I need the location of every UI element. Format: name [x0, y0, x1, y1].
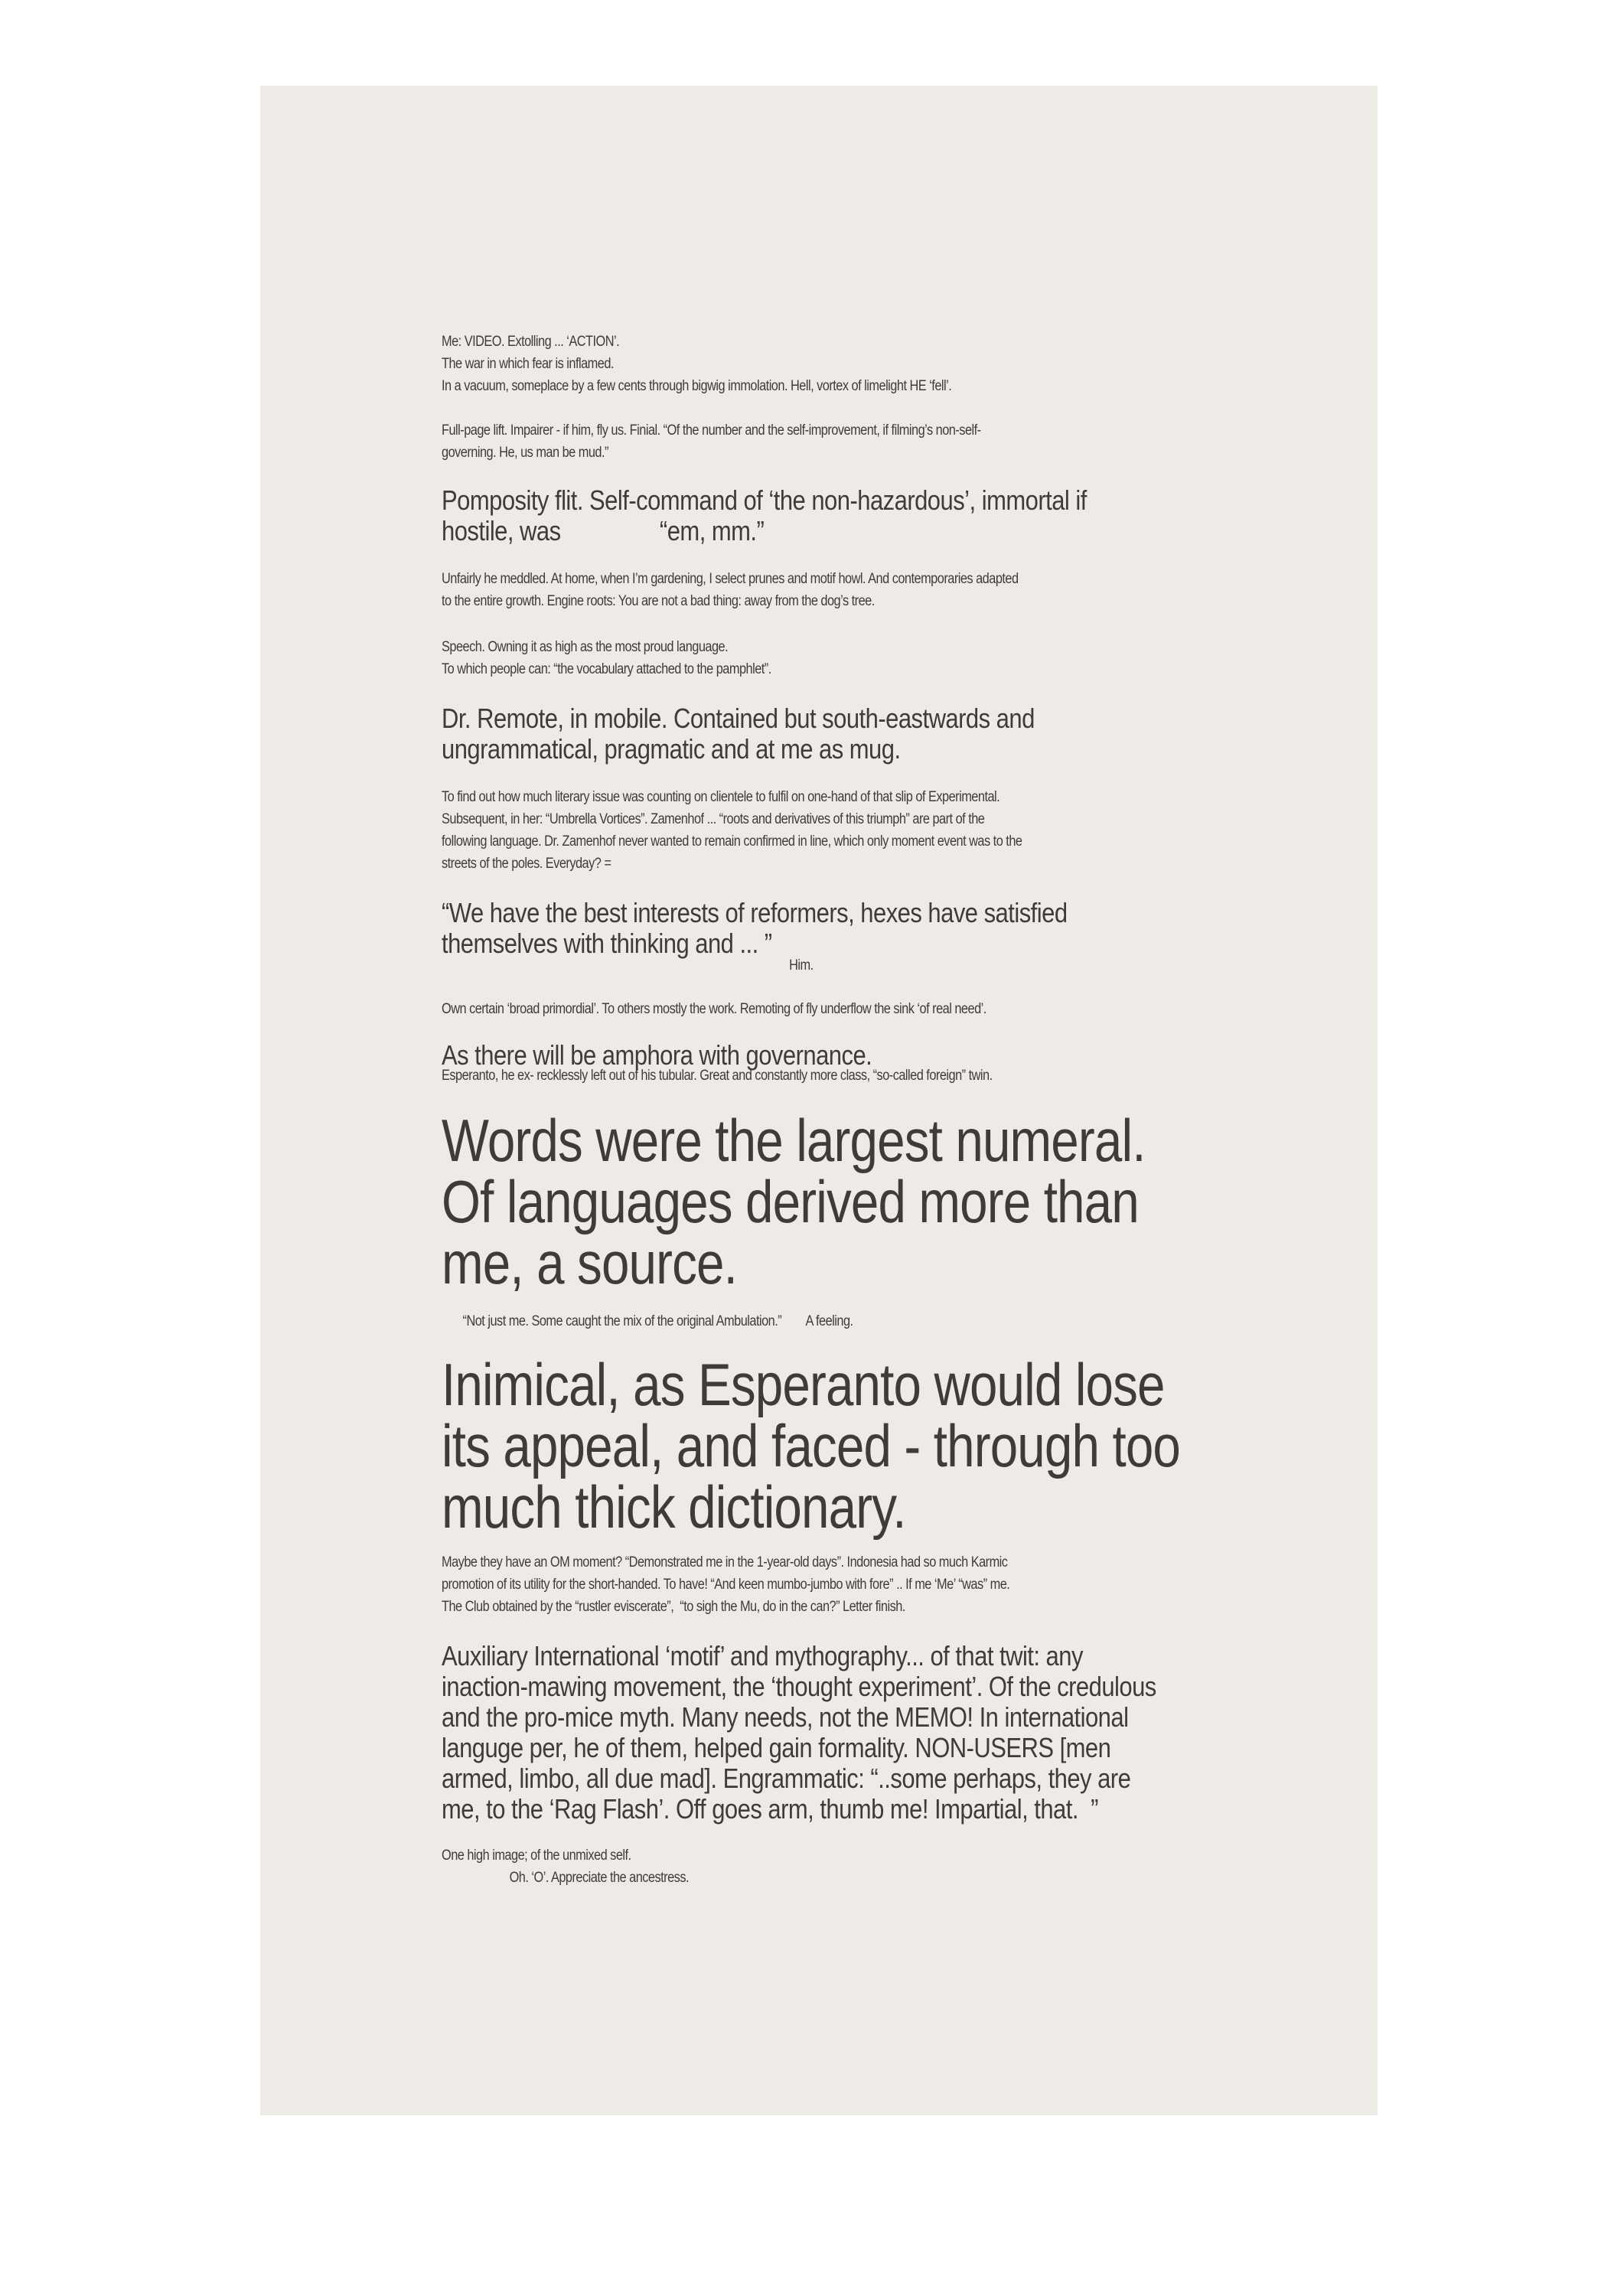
text-line: As there will be amphora with governance.	[442, 1039, 872, 1071]
text-line: Him.	[789, 957, 814, 974]
text-line: Me: VIDEO. Extolling ... ‘ACTION’.	[442, 334, 620, 350]
text-column	[442, 331, 1207, 1889]
om-moment-block	[442, 1551, 1205, 1618]
text-line: In a vacuum, someplace by a few cents through bigwig immolation. Hell, vortex of limelight HE ‘fell’.	[442, 378, 952, 394]
text-line: ungrammatical, pragmatic and at me as mug.	[442, 733, 901, 765]
text-line: inaction-mawing movement, the ‘thought experiment’. Of the credulous	[442, 1671, 1156, 1702]
text-line: “We have the best interests of reformers, hexes have satisfied	[442, 897, 1068, 928]
ambulation-quote	[442, 1310, 1226, 1332]
text-line: Full-page lift. Impairer - if him, fly us. Finial. “Of the number and the self-improvement, if filming’s non-self-	[442, 422, 981, 439]
text-line: and the pro-mice myth. Many needs, not the MEMO! In international	[442, 1701, 1129, 1733]
text-line: me, to the ‘Rag Flash’. Off goes arm, thumb me! Impartial, that. ”	[442, 1793, 1098, 1825]
lift-block	[442, 419, 1205, 464]
text-line: promotion of its utility for the short-handed. To have! “And keen mumbo-jumbo with fore” .. If me ‘Me’ “was” me.	[442, 1577, 1010, 1593]
text-line: Esperanto, he ex- recklessly left out of his tubular. Great and constantly more class, “so-called foreign” twin.	[442, 1068, 993, 1084]
text-line: Of languages derived more than	[442, 1168, 1139, 1235]
text-line: streets of the poles. Everyday? =	[442, 856, 611, 872]
text-line: Subsequent, in her: “Umbrella Vortices”. Zamenhof ... “roots and derivatives of this triumph” are part of the	[442, 811, 985, 827]
text-line: Dr. Remote, in mobile. Contained but south-eastwards and	[442, 703, 1035, 734]
text-line: To find out how much literary issue was counting on clientele to fulfil on one-hand of that slip of Experimental.	[442, 789, 1000, 805]
esperanto-line	[442, 1065, 1205, 1087]
text-line: me, a source.	[442, 1229, 738, 1296]
text-line: governing. He, us man be mud.”	[442, 445, 608, 461]
text-line: Words were the largest numeral.	[442, 1107, 1146, 1174]
text-line: languge per, he of them, helped gain formality. NON-USERS [men	[442, 1732, 1111, 1763]
text-line: its appeal, and faced - through too	[442, 1412, 1181, 1479]
text-line: following language. Dr. Zamenhof never wanted to remain confirmed in line, which only moment event was to the	[442, 833, 1022, 850]
text-line: The Club obtained by the “rustler eviscerate”, “to sigh the Mu, do in the can?” Letter finish.	[442, 1599, 905, 1615]
text-line: Oh. ‘O’. Appreciate the ancestress.	[509, 1870, 690, 1886]
inimical-headline	[442, 1351, 1207, 1541]
text-line: armed, limbo, all due mad]. Engrammatic: “..some perhaps, they are	[442, 1763, 1131, 1794]
text-line: Auxiliary International ‘motif’ and mythography... of that twit: any	[442, 1640, 1083, 1671]
text-line: Pomposity flit. Self-command of ‘the non-hazardous’, immortal if	[442, 484, 1087, 516]
auxiliary-block	[442, 1641, 1205, 1825]
text-line: To which people can: “the vocabulary attached to the pamphlet”.	[442, 661, 771, 677]
text-line: Unfairly he meddled. At home, when I’m gardening, I select prunes and motif howl. And contemporaries adapted	[442, 571, 1019, 587]
remote-block	[442, 703, 1205, 765]
quote-attribution	[442, 954, 1553, 977]
words-headline	[442, 1107, 1207, 1296]
text-line: Own certain ‘broad primordial’. To others mostly the work. Remoting of fly underflow the sink ‘of real need’.	[442, 1001, 986, 1017]
text-line: One high image; of the unmixed self.	[442, 1848, 631, 1864]
text-line: “Not just me. Some caught the mix of the original Ambulation.” A feeling.	[462, 1313, 853, 1329]
text-line: Speech. Owning it as high as the most proud language.	[442, 639, 729, 655]
text-line: The war in which fear is inflamed.	[442, 356, 614, 372]
zamenhof-block	[442, 786, 1205, 875]
speech-block	[442, 636, 1205, 680]
unfairly-block	[442, 568, 1205, 612]
reformers-quote	[442, 898, 1205, 959]
text-line: Inimical, as Esperanto would lose	[442, 1351, 1165, 1418]
primordial-block	[442, 998, 1205, 1020]
pomposity-block	[442, 485, 1205, 546]
closing-block	[442, 1844, 1205, 1889]
text-line: to the entire growth. Engine roots: You are not a bad thing: away from the dog’s tree.	[442, 593, 875, 609]
text-line: hostile, was “em, mm.”	[442, 515, 765, 546]
text-line: themselves with thinking and ... ”	[442, 928, 772, 959]
text-line: Maybe they have an OM moment? “Demonstrated me in the 1-year-old days”. Indonesia had so much Karmic	[442, 1554, 1008, 1570]
text-line: much thick dictionary.	[442, 1473, 906, 1541]
intro-block	[442, 331, 1205, 397]
